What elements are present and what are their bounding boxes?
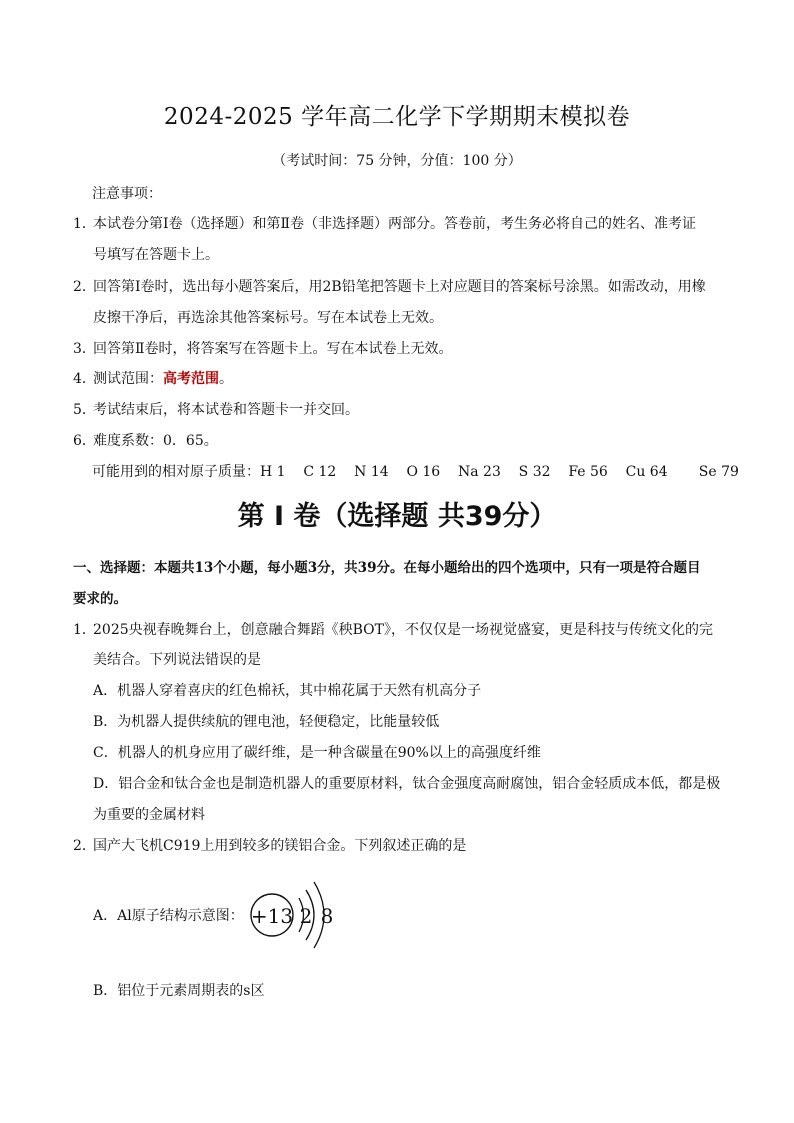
question-1-stem-cont: 美结合。下列说法错误的是: [93, 652, 261, 668]
question-1-option-a[interactable]: A．机器人穿着喜庆的红色棉袄，其中棉花属于天然有机高分子: [93, 683, 482, 699]
notice-item-2-cont: 皮擦干净后，再选涂其他答案标号。写在本试卷上无效。: [93, 310, 443, 326]
notice-item-5: [73, 400, 359, 420]
question-1-option-c[interactable]: C．机器人的机身应用了碳纤维，是一种含碳量在90%以上的高强度纤维: [93, 745, 541, 761]
atom-nucleus-label: +13: [250, 904, 294, 928]
notice-item-text: 难度系数：0．65。: [93, 433, 218, 449]
question-1-option-d-cont: 为重要的金属材料: [93, 807, 205, 823]
notice-item-text: 回答第Ⅱ卷时，将答案写在答题卡上。写在本试卷上无效。: [93, 341, 453, 357]
exam-title: 2024-2025 学年高二化学下学期期末模拟卷: [163, 104, 631, 130]
question-number: 2．: [73, 838, 96, 854]
atom-shell-1-label: 2: [299, 904, 313, 928]
notice-item-number: 3．: [73, 341, 96, 357]
question-2-option-b[interactable]: B．铝位于元素周期表的s区: [93, 983, 265, 999]
notice-item-6: [73, 431, 218, 451]
notice-item-text: 回答第Ⅰ卷时，选出每小题答案后，用2B铅笔把答题卡上对应题目的答案标号涂黑。如需改动，用橡: [93, 279, 706, 295]
notice-item-suffix: 。: [219, 371, 233, 387]
notice-item-number: 4．: [73, 371, 96, 387]
question-1-stem: [73, 620, 713, 640]
notice-item-text: 测试范围：: [93, 371, 163, 387]
question-number: 1．: [73, 622, 96, 638]
exam-subtitle: （考试时间：75 分钟，分值：100 分）: [272, 153, 522, 169]
question-text: 国产大飞机C919上用到较多的镁铝合金。下列叙述正确的是: [93, 838, 467, 854]
question-text: 2025央视春晚舞台上，创意融合舞蹈《秧BOT》，不仅仅是一场视觉盛宴，更是科技与传统文化的完: [93, 622, 713, 638]
notice-item-3: [73, 339, 453, 359]
question-2-option-a[interactable]: A．Al原子结构示意图：: [93, 908, 244, 924]
al-atom-structure-diagram: [248, 868, 338, 958]
notice-item-1-cont: 号填写在答题卡上。: [93, 247, 219, 263]
section-intro-cont: 要求的。: [73, 591, 127, 607]
question-2-stem: [73, 836, 466, 856]
atom-shell-2-label: 8: [320, 904, 334, 928]
notice-item-number: 6．: [73, 433, 96, 449]
notice-item-text: 本试卷分第Ⅰ卷（选择题）和第Ⅱ卷（非选择题）两部分。答卷前，考生务必将自己的姓名、准考证: [93, 216, 697, 232]
notice-item-number: 5．: [73, 402, 96, 418]
section-title: 第 I 卷（选择题 共39分）: [237, 501, 557, 532]
notice-item-2: [73, 277, 706, 297]
question-1-option-d[interactable]: D．铝合金和钛合金也是制造机器人的重要原材料，钛合金强度高耐腐蚀，铝合金轻质成本低，都是极: [93, 776, 721, 792]
notice-heading: 注意事项：: [92, 186, 162, 202]
notice-item-number: 2．: [73, 279, 96, 295]
notice-item-number: 1．: [73, 216, 96, 232]
notice-item-4: [73, 369, 233, 389]
question-1-option-b[interactable]: B．为机器人提供续航的锂电池，轻便稳定，比能量较低: [93, 714, 440, 730]
test-scope-highlight: 高考范围: [163, 371, 219, 387]
section-intro: 一、选择题：本题共13个小题，每小题3分，共39分。在每小题给出的四个选项中，只有一项是符合题目: [73, 560, 701, 576]
notice-item-text: 考试结束后，将本试卷和答题卡一并交回。: [93, 402, 359, 418]
atomic-masses: 可能用到的相对原子质量：H 1 C 12 N 14 O 16 Na 23 S 32 Fe 56 Cu 64 Se 79: [92, 464, 739, 480]
notice-item-1: [73, 214, 696, 234]
